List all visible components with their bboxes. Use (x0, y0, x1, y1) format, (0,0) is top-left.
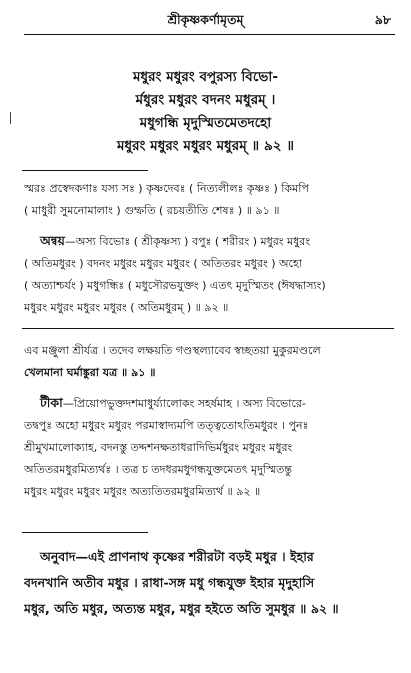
tika-line: অতিতরমধুরমিত্যর্থঃ । তত্র চ তদধরমধুগন্ধযুক্তমেতৎ মৃদুস্মিতন্তু (24, 463, 292, 476)
verse-line: মধুরং মধুরং মধুরং মধুরম্ ॥ ৯২ ॥ (116, 138, 295, 154)
commentary-line: স্মরঃ প্রস্বেদকণাঃ যস্য সঃ ) কৃষ্ণদেবঃ ( নিত্যলীলঃ কৃষ্ণঃ ) কিমপি (24, 182, 309, 195)
running-title: শ্রীকৃষ্ণকর্ণামৃতম্ (167, 12, 244, 27)
commentary-block-1 (24, 178, 396, 222)
tika-line: মধুরং মধুরং মধুরং মধুরং অত্যতিতরমধুরমিত্যর্থ ॥ ৯২ ॥ (24, 485, 261, 498)
anvaya-line: ( অত্যাশ্চর্যং ) মধুগন্ধিঃ ( মধুসৌরভযুক্তং ) এতৎ মৃদুস্মিতং (ঈষদ্ধাস্যং) (24, 279, 326, 292)
section-separator (22, 532, 148, 533)
section-separator (22, 170, 148, 171)
sanskrit-verse (0, 66, 411, 158)
anubad-line: বদনখানি অতীব মধুর । রাধা-সঙ্গ মধু গন্ধযুক্ত ইহার মৃদুহাসি (24, 575, 315, 590)
anubad-block (24, 544, 396, 622)
commentary-line: এব মঞ্জুলা শ্রীর্যত্র । তদেব লক্ষয়তি গণ্ডস্থল্যাবেব স্বচ্ছতয়া মুকুরমণ্ডলে (24, 344, 321, 357)
commentary-line: খেলমানা ঘর্মাঙ্কুরা যত্র ॥ ৯১ ॥ (24, 366, 156, 379)
tika-line: —প্রিয়োপভুক্তদশমাধুর্য্যালোকং সহর্ষমাহ । অস্য বিভোরে- (62, 397, 306, 410)
section-separator (22, 328, 394, 329)
commentary-block-2 (24, 340, 396, 384)
anvaya-line: মধুরং মধুরং মধুরং মধুরং ( অতিমধুরম্ ) ॥ ৯২ ॥ (24, 301, 229, 314)
header-rule (24, 34, 395, 35)
tika-line: তদ্বপুঃ অহো মধুরং মধুরং পরমাস্বাদ্যমপি তত্ত্বতোঽতিমধুরং । পুনঃ (24, 419, 309, 432)
page-number: ৯৮ (374, 12, 391, 27)
verse-line: মধুগন্ধি মৃদুস্মিতমেতদহো (139, 115, 272, 131)
anvaya-line: —অস্য বিভোঃ ( শ্রীকৃষ্ণস্য ) বপুঃ ( শরীরং ) মধুরং মধুরং (64, 235, 311, 248)
anvaya-block (24, 230, 396, 319)
anubad-heading: অনুবাদ (40, 549, 76, 564)
page-header (0, 4, 411, 34)
anvaya-heading: অন্বয় (40, 233, 65, 248)
tika-heading: টীকা (40, 395, 63, 410)
tika-line: শ্রীমুখমালোক্যাহ, বদনস্তু তদ্দশনক্ষতাধরাদিভির্মধুরং মধুরং মধুরং (24, 441, 293, 454)
commentary-line: ( মাধুরী সুমনোমালাং ) গুম্ফতি ( রচয়তীতি শেষঃ ) ॥ ৯১ ॥ (24, 204, 280, 217)
anvaya-line: ( অতিমধুরং ) বদনং মধুরং মধুরং মধুরং ( অতিতরং মধুরং ) অহো (24, 257, 302, 270)
verse-line: র্মধুরং মধুরং বদনং মধুরম্ । (135, 92, 276, 108)
verse-line: মধুরং মধুরং বপুরস্য বিভো- (132, 69, 278, 85)
anubad-line: —এই প্রাণনাথ কৃষ্ণের শরীরটা বড়ই মধুর । ইহার (75, 549, 314, 564)
tika-block (24, 392, 396, 503)
anubad-line: মধুর, অতি মধুর, অত্যন্ত মধুর, মধুর হইতে অতি সুমধুর ॥ ৯২ ॥ (24, 601, 339, 616)
